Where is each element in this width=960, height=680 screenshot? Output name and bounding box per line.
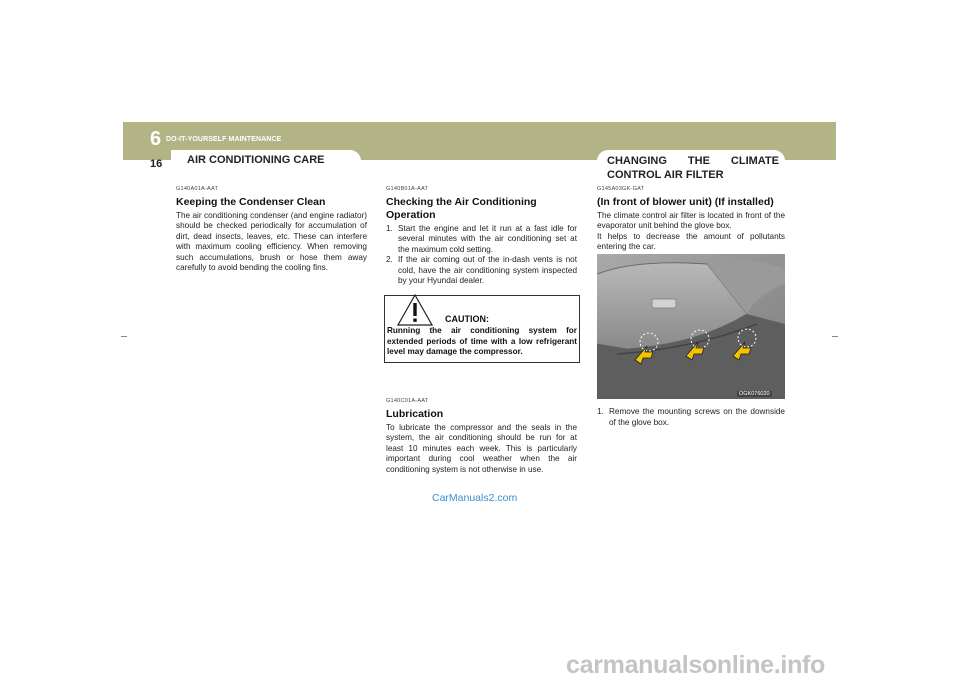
- section-tab-left: [171, 150, 361, 172]
- column-filter: [597, 184, 785, 253]
- caution-title: CAUTION:: [445, 314, 489, 324]
- section-code: G145A03GK-GAT: [597, 186, 645, 192]
- list-item: 1. Start the engine and let it run at a fast idle for several minutes with the air conditioning set at the maximum cold setting.: [386, 223, 577, 254]
- section-heading: Lubrication: [386, 407, 444, 420]
- chapter-number: 6: [150, 128, 162, 150]
- figure-code: OGK076020: [739, 391, 770, 397]
- column-ac-operation: [386, 184, 577, 287]
- column-filter-steps: [597, 405, 785, 428]
- caution-text: Running the air conditioning system for extended periods of time with a low refrigerant level may damage the compressor.: [387, 326, 577, 356]
- section-body: The climate control air filter is located in front of the evaporator unit behind the glove box. It helps to decrease the amount of pollutants entering the car.: [597, 210, 785, 251]
- column-condenser: [176, 184, 367, 274]
- footer-site-watermark: carmanualsonline.info: [566, 651, 826, 679]
- section-body: To lubricate the compressor and the seals in the system, the air conditioning should be run for at least 10 minutes each week. This is particularly important during cool weather when the air conditioning system is not otherwise in use.: [386, 422, 577, 474]
- step-list: [597, 407, 785, 428]
- section-code: G140A01A-AAT: [176, 186, 219, 192]
- list-item: 2. If the air coming out of the in-dash vents is not cold, have the air conditioning system inspected by your Hyundai dealer.: [386, 255, 577, 285]
- column-lubrication: [386, 396, 577, 475]
- margin-tick-left: [121, 336, 127, 337]
- glove-box-photo: [597, 254, 785, 399]
- margin-tick-right: [832, 336, 838, 337]
- warning-icon: [397, 294, 433, 326]
- section-code: G140B01A-AAT: [386, 186, 429, 192]
- list-item: 1. Remove the mounting screws on the downside of the glove box.: [597, 407, 785, 427]
- section-title-air-conditioning: AIR CONDITIONING CARE: [187, 154, 325, 166]
- section-body: The air conditioning condenser (and engine radiator) should be checked periodically for accumulation of dirt, dead insects, leaves, etc. These can interfere with maximum cooling efficiency. When removing such accumulations, brush or hose them away carefully to avoid bending the cooling fins.: [176, 210, 367, 272]
- section-heading: Checking the Air Conditioning Operation: [386, 195, 537, 221]
- section-title-filter: CHANGING THE CLIMATE CONTROL AIR FILTER: [607, 155, 779, 181]
- section-tab-right: [597, 150, 785, 184]
- chapter-title: DO-IT-YOURSELF MAINTENANCE: [166, 136, 282, 143]
- section-code: G140C01A-AAT: [386, 398, 429, 404]
- watermark-link[interactable]: CarManuals2.com: [432, 492, 518, 504]
- section-heading: (In front of blower unit) (If installed): [597, 195, 774, 208]
- section-heading: Keeping the Condenser Clean: [176, 195, 326, 208]
- page-number: 16: [150, 158, 163, 170]
- caution-box: [384, 295, 580, 363]
- step-list: [386, 224, 577, 287]
